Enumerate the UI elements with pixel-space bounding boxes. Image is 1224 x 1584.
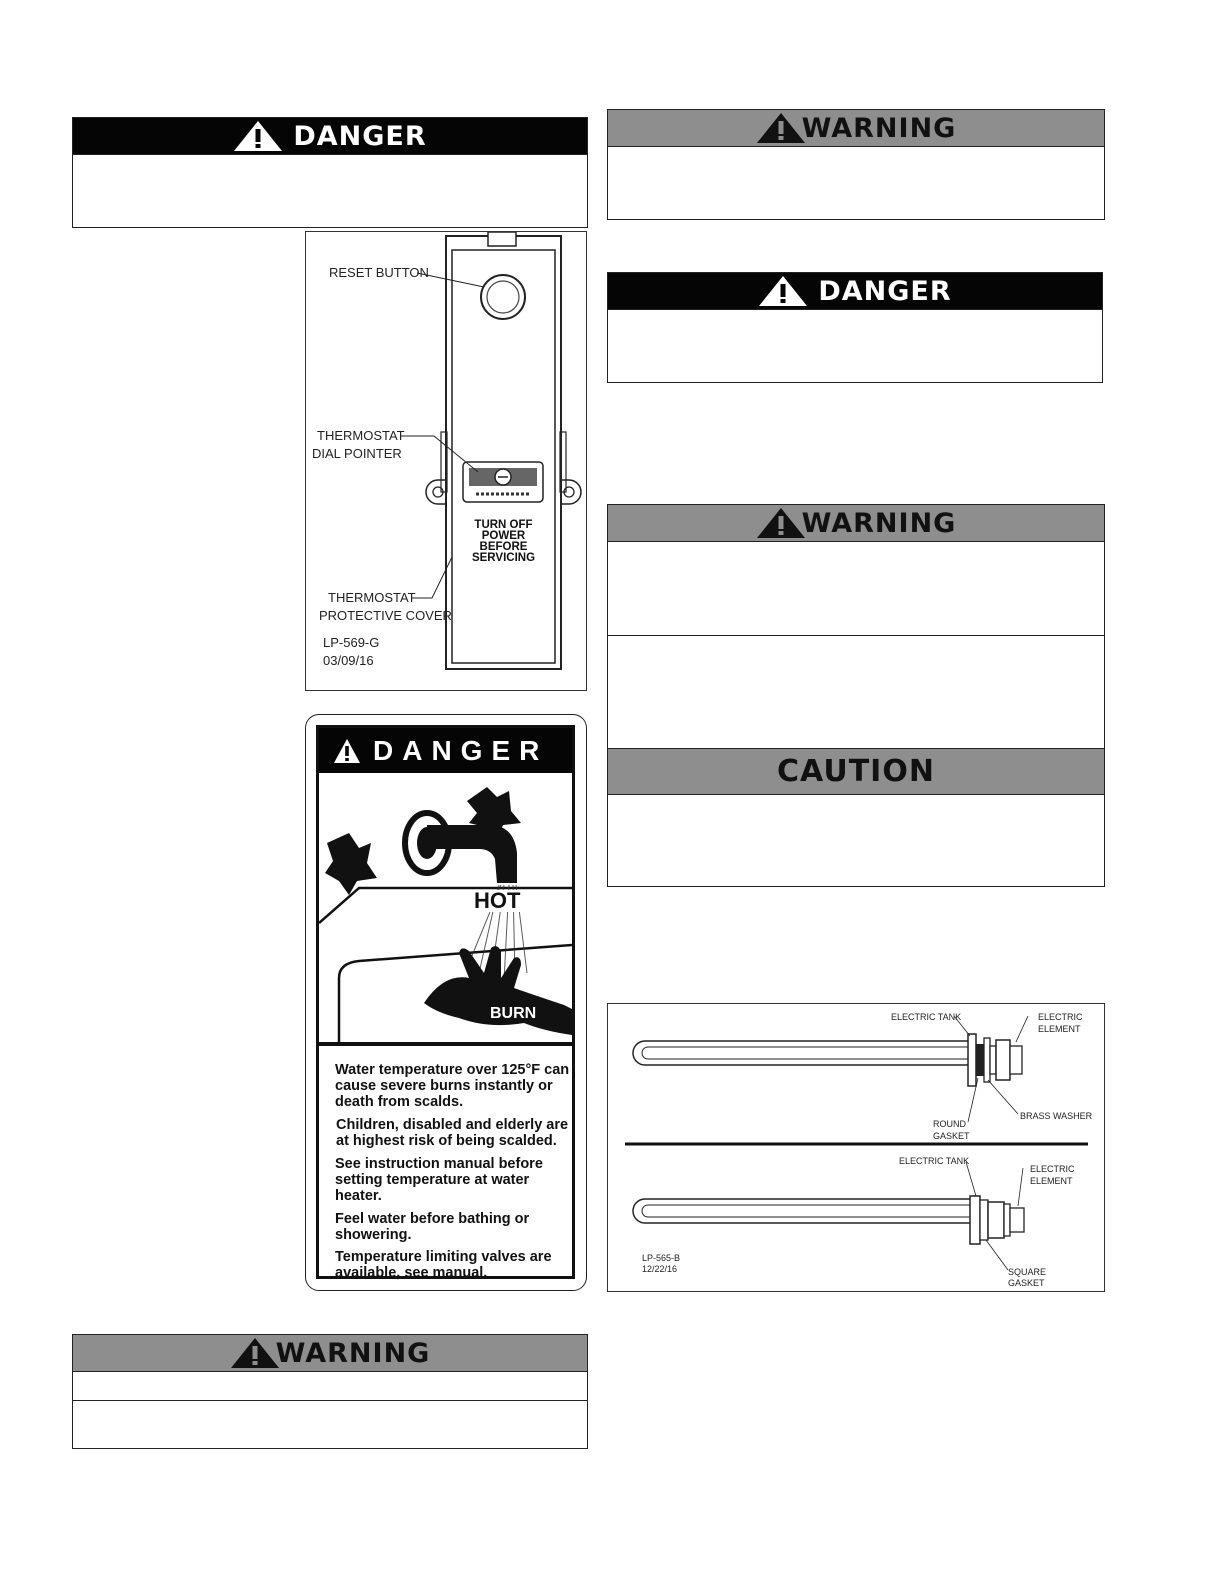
scald-text-line: Temperature limiting valves are [335,1249,552,1265]
scald-text-line: cause severe burns instantly or [335,1078,553,1094]
hot-text: HOT [474,888,521,913]
caution-header [608,748,1104,795]
turn-off-line: SERVICING [471,552,536,564]
turn-off-line: BEFORE [479,541,528,553]
scald-label-title: DANGER [373,734,549,766]
scald-text-line: death from scalds. [335,1094,464,1110]
turn-off-line: TURN OFF [474,519,533,531]
figure-ref-date: 03/09/16 [323,653,374,668]
danger-notice-2 [607,272,1103,383]
figure-ref-code: LP-569-G [323,635,380,650]
scald-text-line: showering. [335,1227,412,1243]
scald-label-inner [316,725,575,1279]
warning-label: WARNING [275,1337,431,1369]
thermostat-figure [305,231,587,691]
top-gasket-label-line2: GASKET [933,1131,970,1141]
bottom-tank-label: ELECTRIC TANK [899,1156,970,1166]
danger-notice-1 [72,117,588,228]
warning-notice-2 [607,504,1105,887]
scald-text-line: heater. [335,1188,382,1204]
danger-label: DANGER [293,120,427,152]
warning-triangle-icon [233,120,283,152]
warning-label: WARNING [801,507,957,539]
scald-label-divider [319,1043,572,1046]
dial-pointer-label-line2: DIAL POINTER [312,446,402,461]
bottom-gasket-label-line1: SQUARE [1008,1267,1047,1277]
dial-pointer-label-line1: THERMOSTAT [317,428,405,443]
top-gasket-label-line1: ROUND [933,1119,966,1129]
reset-button-label: RESET BUTTON [329,265,429,280]
element-ref-code: LP-565-B [642,1253,681,1263]
scald-text-line: available, see manual. [335,1265,488,1281]
danger-header [73,118,587,155]
warning-header [608,505,1104,542]
faucet-burn-illustration [319,773,572,1043]
top-element-label-line1: ELECTRIC [1038,1012,1083,1022]
warning-triangle-icon [756,507,806,539]
scald-text-line: See instruction manual before [335,1156,543,1172]
turn-off-notice [452,520,555,564]
warning-triangle-icon [230,1337,280,1369]
warning-triangle-icon [758,275,808,307]
burn-text: BURN [490,1005,537,1022]
scald-danger-label [305,714,587,1291]
warning-header [73,1335,587,1372]
danger-label: DANGER [818,275,952,307]
element-drawing [608,1004,1104,1291]
warning-triangle-icon [756,112,806,144]
warning-triangle-icon [333,738,361,764]
scald-text-line: at highest risk of being scalded. [336,1133,557,1149]
warning-notice-1 [607,109,1105,220]
warning-notice-3 [72,1334,588,1449]
turn-off-line: POWER [481,530,526,542]
scald-text-line: Feel water before bathing or [335,1211,530,1227]
top-element-label-line2: ELEMENT [1038,1024,1081,1034]
warning-label: WARNING [801,112,957,144]
scald-text-line: Water temperature over 125°F can [335,1062,570,1078]
caution-label: CAUTION [777,754,935,789]
scald-text-line: setting temperature at water [335,1172,530,1188]
element-ref-date: 12/22/16 [642,1264,678,1274]
warning-header [608,110,1104,147]
bottom-element-label-line1: ELECTRIC [1030,1164,1075,1174]
protective-cover-label-line2: PROTECTIVE COVER [319,608,452,623]
divider [73,1400,587,1401]
protective-cover-label-line1: THERMOSTAT [328,590,416,605]
scald-text-line: Children, disabled and elderly are [336,1117,569,1133]
element-figure [607,1003,1105,1292]
top-washer-label: BRASS WASHER [1020,1111,1093,1121]
bottom-element-label-line2: ELEMENT [1030,1176,1073,1186]
top-tank-label: ELECTRIC TANK [891,1012,962,1022]
divider [608,635,1104,636]
bottom-gasket-label-line2: GASKET [1008,1278,1045,1288]
scald-label-header [319,728,572,773]
danger-header [608,273,1102,310]
